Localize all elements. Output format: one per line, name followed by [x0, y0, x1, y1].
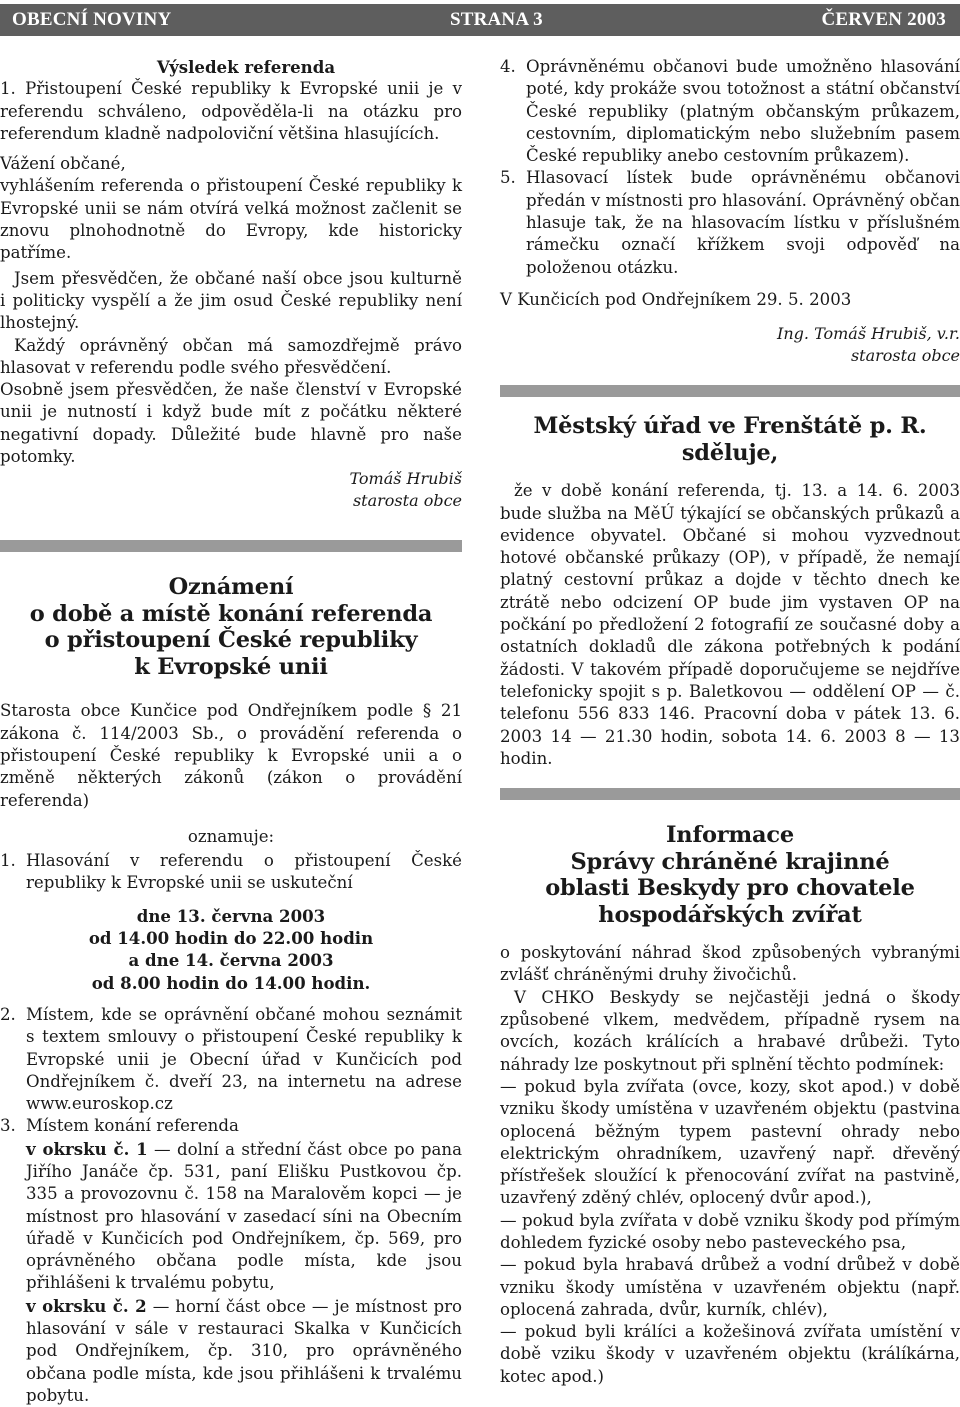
info-condition-1: — pokud byla zvířata (ovce, kozy, skot apod.) v době vzniku škody umístěna v uzavřeném objektu (pastvina oplocená běžným typem pastevní ohrady nebo elektrickým ohradníkem, uzavřený např. dřevěný přístřešek sloužící k přenocování zvířat na pastvině, uzavřený zděný chlév, oplocený dvůr apod.), — [500, 1076, 960, 1208]
item-2 — [0, 1004, 462, 1115]
result-title: Výsledek referenda — [156, 57, 336, 77]
item-5 — [500, 167, 960, 278]
section-divider — [0, 540, 462, 552]
date-line: a dne 14. června 2003 — [128, 950, 334, 971]
item-text: Místem, kde se oprávnění občané mohou seznámit s textem smlouvy o přistoupení České republiky k Evropské unii je Obecní úřad v Kunčicích pod Ondřejníkem č. dveří 23, na internetu na adrese www.euroskop.cz — [26, 1004, 462, 1114]
district-text: — dolní a střední část obce po pana Jiřího Janáče čp. 531, paní Elišku Pustkovou čp. 335 a provozovnu č. 158 na Maralověm kopci — je místnost pro hlasování v zasedací síni na Obecním úřadě v Kunčicích pod Ondřejníkem, čp. 569, pro oprávněného občana podle místa, kde jsou přihlášeni k trvalému pobytu, — [26, 1139, 462, 1293]
info-condition-4: — pokud byli králíci a kožešinová zvířata umístění v době vziku škody v uzavřeném objektu (králíkárna, kotec apod.) — [500, 1322, 960, 1386]
district-1 — [0, 1138, 462, 1295]
item-number: 1. — [0, 851, 16, 871]
office-headline — [500, 413, 960, 466]
info-title-line: oblasti Beskydy pro chovatele — [545, 875, 915, 902]
issue-date: ČERVEN 2003 — [821, 9, 946, 30]
notice-headline — [0, 574, 462, 680]
page-header — [0, 4, 960, 36]
office-text: že v době konání referenda, tj. 13. a 14. 6. 2003 bude služba na MěÚ týkající se občanských průkazů a evidence obyvatel. Občané si mohou vyzvednout hotové občanské průkazy (OP), v případě, že nemají platný cestovní průkaz a dojde v těchto dnech ke ztrátě nebo odcizení OP bude jim vystaven OP na počkání po předložení 2 fotografií ze současné doby a ostatních dokladů dle zákona potřebných k podání žádosti. V takovém případě doporučujeme se nejdříve telefonicky spojit s p. Baletkovou — oddělení OP — č. telefonu 556 833 146. Pracovní doba v pátek 13. 6. 2003 14 — 21.30 hodin, sobota 14. 6. 2003 8 — 13 hodin. — [500, 481, 960, 768]
paragraph-3: Každý oprávněný občan má samozdřejmě právo hlasovat v referendu podle svého přesvědčení. — [0, 335, 462, 377]
left-column — [0, 56, 462, 1407]
info-paragraph-1: o poskytování náhrad škod způsobených vybranými zvlášť chráněnými druhy živočichů. — [500, 943, 960, 985]
signature-role: starosta obce — [352, 491, 462, 511]
district-2 — [0, 1295, 462, 1407]
item-1 — [0, 850, 462, 895]
item-number: 4. — [500, 57, 516, 76]
notice-title-line: o době a místě konání referenda — [29, 600, 433, 627]
notice-title-line: Oznámení — [168, 574, 294, 601]
office-title-line: sděluje, — [681, 439, 779, 466]
notice-intro: Starosta obce Kunčice pod Ondřejníkem podle § 21 zákona č. 114/2003 Sb., o provádění referenda o přistoupení České republiky k Evropské unii a o změně některých zákonů (zákon o provádění referenda) — [0, 701, 462, 810]
paragraph-2: Jsem přesvědčen, že občané naší obce jsou kulturně i politicky vyspělí a že jim osud České republiky není lhostejný. — [0, 268, 462, 333]
info-title-line: Informace — [665, 822, 795, 849]
date-line: dne 13. června 2003 — [136, 905, 326, 926]
district-label: v okrsku č. 2 — [26, 1295, 147, 1316]
voting-dates — [0, 905, 462, 994]
paragraph-4: Osobně jsem přesvědčen, že naše členství v Evropské unii je nutností i když bude mít z počátku některé negativní dopady. Důležité bude hlavně pro naše potomky. — [0, 380, 462, 467]
notice-title-line: o přistoupení České republiky — [44, 627, 418, 654]
page-number: STRANA 3 — [449, 9, 543, 30]
info-condition-3: — pokud byla hrabavá drůbež a vodní drůbež v době vzniku škody umístěna v uzavřeném objektu (např. oplocená zahrada, dvůr, kurník, chlév), — [500, 1255, 960, 1319]
district-label: v okrsku č. 1 — [26, 1138, 148, 1159]
item-3 — [0, 1115, 462, 1137]
result-item: 1. Přistoupení České republiky k Evropské unii je v referendu schváleno, odpověděla-li na otázku pro referendum kladně nadpoloviční většina hlasujících. — [0, 79, 462, 143]
newspaper-name: OBECNÍ NOVINY — [12, 9, 172, 30]
item-text: Hlasování v referendu o přistoupení České republiky k Evropské unii se uskuteční — [26, 851, 462, 893]
date-line: od 14.00 hodin do 22.00 hodin — [88, 928, 374, 949]
signature-role: starosta obce — [850, 346, 960, 366]
item-number: 5. — [500, 168, 516, 188]
signature-name: Ing. Tomáš Hrubiš, v.r. — [777, 324, 960, 344]
section-divider — [500, 385, 960, 397]
info-condition-2: — pokud byla zvířata v době vzniku škody pod přímým dohledem fyzické osoby nebo pasteveckého psa, — [500, 1210, 960, 1252]
item-4 — [500, 56, 960, 167]
item-number: 2. — [0, 1004, 16, 1024]
notice-title-line: k Evropské unii — [134, 653, 328, 680]
section-divider — [500, 788, 960, 800]
item-text: Oprávněnému občanovi bude umožněno hlasování poté, kdy prokáže svou totožnost a státní občanství České republiky (platným občanským průkazem, cestovním, diplomatickým nebo služebním pasem České republiky anebo cestovním průkazem). — [526, 57, 960, 166]
paragraph-1: vyhlášením referenda o přistoupení České republiky k Evropské unii se nám otvírá velká možnost začlenit se znovu plnohodnotně do Evropy, kde historicky patříme. — [0, 176, 462, 263]
greeting: Vážení občané, — [0, 154, 126, 174]
info-title-line: hospodářských zvířat — [598, 901, 862, 928]
place-date: V Kunčicích pod Ondřejníkem 29. 5. 2003 — [500, 289, 852, 309]
district-text: — horní část obce — je místnost pro hlasování v sále v restauraci Skalka v Kunčicích pod Ondřejníkem, čp. 310, pro oprávněného občana podle místa, kde jsou přihlášeni k trvalému pobytu. — [26, 1296, 462, 1405]
item-number: 3. — [0, 1116, 16, 1136]
info-title-line: Správy chráněné krajinné — [570, 848, 890, 875]
info-headline — [500, 822, 960, 928]
info-paragraph-2: V CHKO Beskydy se nejčastěji jedná o škody způsobené vlkem, medvědem, případně rysem na ovcích, kozách králících a hrabavé drůbeži. Tyto náhrady lze poskytnout při splnění těchto podmínek: — [500, 987, 960, 1074]
date-line: od 8.00 hodin do 14.00 hodin. — [91, 972, 371, 993]
right-column — [500, 56, 960, 1388]
office-title-line: Městský úřad ve Frenštátě p. R. — [533, 413, 927, 440]
signature-name: Tomáš Hrubiš — [349, 469, 462, 489]
item-text: Místem konání referenda — [26, 1116, 239, 1136]
item-text: Hlasovací lístek bude oprávněnému občanovi předán v místnosti pro hlasování. Oprávněný občan hlasuje tak, že na hlasovacím lístku v příslušném rámečku označí křížkem svoji odpověď na položenou otázku. — [526, 168, 960, 277]
announces-label: oznamuje: — [187, 826, 275, 846]
